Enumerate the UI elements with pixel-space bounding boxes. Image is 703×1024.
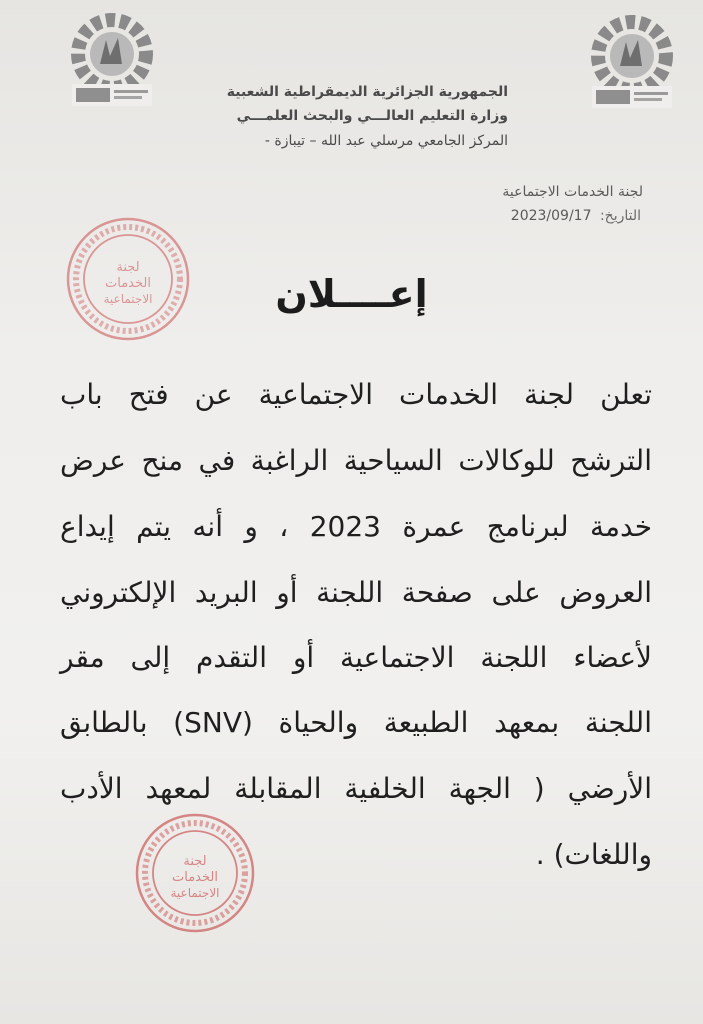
body-line: الترشح للوكالات السياحية الراغبة في منح عرض [60,444,652,477]
header-republic: الجمهورية الجزائرية الديمقراطية الشعبية [226,84,508,100]
svg-text:لجنة: لجنة [116,260,140,275]
body-line: الأرضي ( الجهة الخلفية المقابلة لمعهد الأدب [60,772,652,805]
header-ministry: وزارة التعليم العالـــي والبحث العلمـــي [236,108,508,124]
date-value: 2023/09/17 [510,208,592,224]
body-line: العروض على صفحة اللجنة أو البريد الإلكتروني [60,576,652,609]
body-line: واللغات) . [535,838,652,871]
svg-text:الاجتماعية: الاجتماعية [170,886,220,900]
body-line: خدمة لبرنامج عمرة 2023 ، و أنه يتم إيداع [60,510,652,543]
university-logo-icon [62,12,162,112]
svg-text:الخدمات: الخدمات [105,276,151,291]
committee-name: لجنة الخدمات الاجتماعية [502,184,643,200]
university-logo-icon [582,14,682,114]
body-line: تعلن لجنة الخدمات الاجتماعية عن فتح باب [60,378,652,411]
official-stamp-bottom [132,810,258,936]
university-logo-left [62,12,162,112]
body-line: لأعضاء اللجنة الاجتماعية أو التقدم إلى مقر [60,641,652,674]
svg-text:الخدمات: الخدمات [172,870,218,885]
header-university-center: المركز الجامعي مرسلي عبد الله – تيبازة - [264,133,508,149]
body-line: اللجنة بمعهد الطبيعة والحياة (SNV) بالطابق [60,706,652,739]
svg-text:الاجتماعية: الاجتماعية [103,292,153,306]
stamp-seal-icon [132,810,258,936]
university-logo-right [582,14,682,114]
svg-text:لجنة: لجنة [183,854,207,869]
date-label: التاريخ: [599,208,641,224]
date-row [511,208,641,224]
announcement-title: إعــــلان [275,272,428,316]
